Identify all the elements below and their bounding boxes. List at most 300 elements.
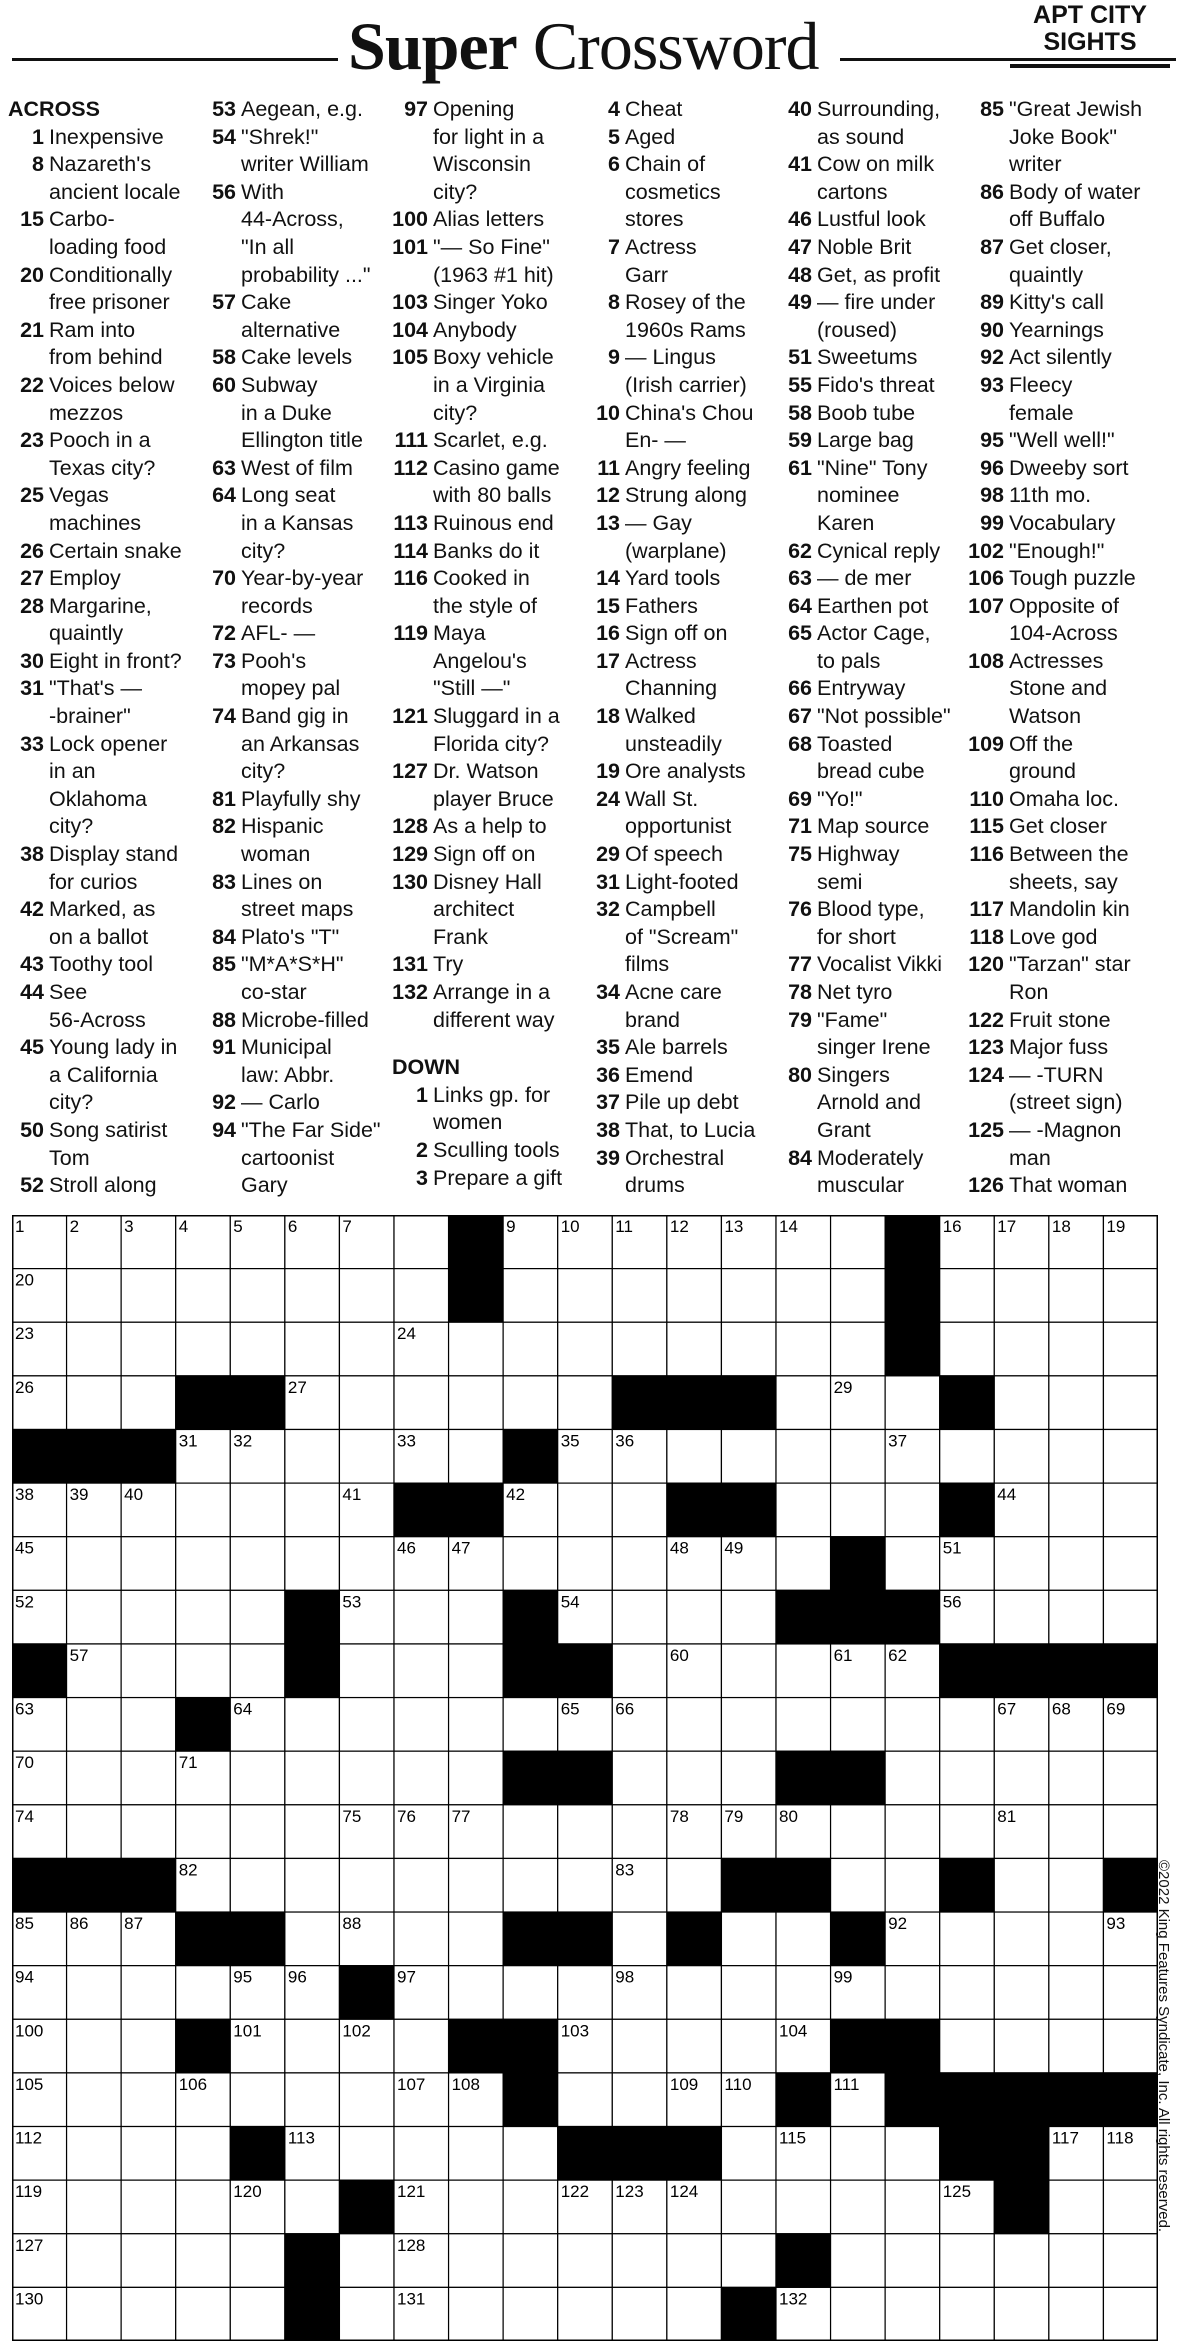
grid-cell[interactable]: [503, 1322, 558, 1376]
grid-cell[interactable]: [176, 1269, 231, 1323]
grid-cell[interactable]: [176, 1537, 231, 1591]
grid-cell[interactable]: [885, 1376, 940, 1430]
grid-cell[interactable]: [67, 1269, 122, 1323]
grid-cell[interactable]: [612, 1805, 667, 1859]
grid-cell[interactable]: [831, 2127, 886, 2181]
grid-cell[interactable]: [67, 1376, 122, 1430]
grid-cell[interactable]: [940, 1429, 995, 1483]
grid-cell[interactable]: [449, 1429, 504, 1483]
grid-cell[interactable]: [885, 1537, 940, 1591]
grid-cell[interactable]: [339, 2127, 394, 2181]
grid-cell[interactable]: [449, 1912, 504, 1966]
grid-cell[interactable]: [1103, 1376, 1158, 1430]
grid-cell[interactable]: [67, 1590, 122, 1644]
grid-block: [940, 1858, 995, 1912]
grid-cell[interactable]: [339, 1537, 394, 1591]
grid-cell[interactable]: [339, 1698, 394, 1752]
grid-cell[interactable]: [994, 1429, 1049, 1483]
grid-cell[interactable]: [721, 1429, 776, 1483]
grid-cell[interactable]: [558, 1805, 613, 1859]
grid-cell[interactable]: [1049, 2019, 1104, 2073]
grid-cell[interactable]: [558, 1322, 613, 1376]
grid-cell[interactable]: [776, 2180, 831, 2234]
grid-cell[interactable]: [885, 1751, 940, 1805]
grid-cell[interactable]: [285, 2019, 340, 2073]
grid-cell[interactable]: [176, 1966, 231, 2020]
grid-cell[interactable]: [1049, 2287, 1104, 2341]
grid-cell[interactable]: [667, 1751, 722, 1805]
grid-cell[interactable]: [885, 1966, 940, 2020]
clue-text: Moderately: [817, 1145, 924, 1170]
grid-cell[interactable]: [776, 1644, 831, 1698]
grid-cell[interactable]: [831, 1858, 886, 1912]
grid-cell[interactable]: [230, 1858, 285, 1912]
grid-cell[interactable]: [558, 1269, 613, 1323]
grid-cell[interactable]: [831, 1269, 886, 1323]
grid-cell[interactable]: [449, 2127, 504, 2181]
grid-cell[interactable]: [176, 2234, 231, 2288]
grid-cell[interactable]: [285, 1483, 340, 1537]
grid-cell[interactable]: [721, 1269, 776, 1323]
grid-cell[interactable]: [394, 1269, 449, 1323]
grid-cell[interactable]: [394, 2127, 449, 2181]
grid-cell[interactable]: [721, 2234, 776, 2288]
grid-cell[interactable]: [339, 1429, 394, 1483]
grid-cell[interactable]: [503, 2234, 558, 2288]
clue-number: 45: [20, 1035, 44, 1060]
grid-cell[interactable]: [121, 1751, 176, 1805]
grid-cell[interactable]: [67, 1966, 122, 2020]
clue-number: [968, 620, 1009, 648]
grid-cell[interactable]: [776, 1376, 831, 1430]
cell-number: 96: [287, 1967, 307, 1987]
grid-cell[interactable]: [285, 1429, 340, 1483]
grid-cell[interactable]: [230, 2234, 285, 2288]
grid-cell[interactable]: [285, 1698, 340, 1752]
grid-cell[interactable]: [449, 2287, 504, 2341]
clue-number: [200, 206, 241, 234]
grid-cell[interactable]: [176, 1644, 231, 1698]
grid-cell[interactable]: [449, 2234, 504, 2288]
clue-number: 126: [968, 1173, 1004, 1198]
grid-cell[interactable]: [558, 2287, 613, 2341]
grid-cell[interactable]: [230, 1537, 285, 1591]
grid-cell[interactable]: [885, 1805, 940, 1859]
clue-number: 26: [20, 538, 44, 563]
grid-cell[interactable]: [121, 1644, 176, 1698]
grid-cell[interactable]: [558, 1376, 613, 1430]
grid-cell[interactable]: [230, 1590, 285, 1644]
grid-cell[interactable]: [1049, 1590, 1104, 1644]
grid-cell[interactable]: [230, 1644, 285, 1698]
clue-70: [200, 565, 390, 593]
grid-cell[interactable]: [721, 2180, 776, 2234]
grid-cell[interactable]: [1049, 1376, 1104, 1430]
grid-cell[interactable]: [612, 2073, 667, 2127]
grid-cell[interactable]: [831, 1483, 886, 1537]
grid-block: [776, 1751, 831, 1805]
grid-cell[interactable]: [339, 1269, 394, 1323]
grid-cell[interactable]: [1103, 1483, 1158, 1537]
grid-cell[interactable]: [176, 2180, 231, 2234]
grid-cell[interactable]: [176, 2287, 231, 2341]
grid-cell[interactable]: [1049, 1537, 1104, 1591]
grid-cell[interactable]: [230, 2073, 285, 2127]
clue-continuation: [8, 869, 198, 897]
grid-cell[interactable]: [612, 1912, 667, 1966]
grid-cell[interactable]: [230, 1322, 285, 1376]
grid-cell[interactable]: [503, 1269, 558, 1323]
grid-cell[interactable]: [776, 1429, 831, 1483]
grid-cell[interactable]: [449, 1322, 504, 1376]
grid-cell[interactable]: [721, 1966, 776, 2020]
grid-cell[interactable]: [503, 1858, 558, 1912]
grid-cell[interactable]: [776, 1966, 831, 2020]
grid-cell[interactable]: [994, 1966, 1049, 2020]
grid-cell[interactable]: [612, 1322, 667, 1376]
grid-cell[interactable]: [831, 1215, 886, 1269]
grid-cell[interactable]: [503, 2127, 558, 2181]
grid-cell[interactable]: [994, 1322, 1049, 1376]
grid-cell[interactable]: [394, 1215, 449, 1269]
grid-cell[interactable]: [558, 1858, 613, 1912]
grid-cell[interactable]: [940, 1966, 995, 2020]
clue-continuation: [968, 124, 1158, 152]
grid-cell[interactable]: [449, 1590, 504, 1644]
clue-number: [8, 869, 49, 897]
clue-62: [776, 538, 966, 566]
cell-number: 71: [178, 1753, 198, 1773]
grid-cell[interactable]: [1049, 1751, 1104, 1805]
grid-cell[interactable]: [339, 1751, 394, 1805]
clue-number: [8, 703, 49, 731]
grid-cell[interactable]: [994, 1858, 1049, 1912]
grid-cell[interactable]: [667, 1590, 722, 1644]
crossword-grid[interactable]: [12, 1215, 1158, 2341]
clue-8: [8, 151, 198, 179]
grid-cell[interactable]: [885, 2127, 940, 2181]
grid-cell[interactable]: [285, 1322, 340, 1376]
grid-cell[interactable]: [394, 1698, 449, 1752]
grid-cell[interactable]: [285, 1751, 340, 1805]
grid-cell[interactable]: [940, 2234, 995, 2288]
grid-cell[interactable]: [230, 1483, 285, 1537]
grid-cell[interactable]: [67, 1537, 122, 1591]
grid-cell[interactable]: [667, 1858, 722, 1912]
grid-cell[interactable]: [776, 1537, 831, 1591]
grid-cell[interactable]: [667, 1269, 722, 1323]
grid-cell[interactable]: [176, 2127, 231, 2181]
grid-cell[interactable]: [176, 1483, 231, 1537]
grid-cell[interactable]: [667, 2019, 722, 2073]
grid-cell[interactable]: [394, 1644, 449, 1698]
grid-cell[interactable]: [285, 1537, 340, 1591]
grid-cell[interactable]: [121, 1269, 176, 1323]
grid-cell[interactable]: [994, 2287, 1049, 2341]
clue-continuation: [392, 593, 582, 621]
grid-cell[interactable]: [1103, 1966, 1158, 2020]
grid-cell[interactable]: [449, 1698, 504, 1752]
grid-cell[interactable]: [612, 1644, 667, 1698]
clue-number: [8, 1007, 49, 1035]
grid-cell[interactable]: [285, 1912, 340, 1966]
grid-cell[interactable]: [67, 2287, 122, 2341]
grid-cell[interactable]: [885, 2234, 940, 2288]
grid-cell[interactable]: [1049, 1858, 1104, 1912]
grid-cell[interactable]: [1103, 1269, 1158, 1323]
grid-cell[interactable]: [503, 1698, 558, 1752]
grid-cell[interactable]: [940, 1322, 995, 1376]
grid-cell[interactable]: [721, 2019, 776, 2073]
grid-cell[interactable]: [285, 1858, 340, 1912]
grid-cell[interactable]: [558, 1966, 613, 2020]
grid-cell[interactable]: [612, 2234, 667, 2288]
grid-cell[interactable]: [940, 1269, 995, 1323]
clue-number: [8, 344, 49, 372]
grid-cell[interactable]: [1049, 2234, 1104, 2288]
grid-cell[interactable]: [721, 1698, 776, 1752]
grid-cell[interactable]: [940, 1698, 995, 1752]
grid-cell[interactable]: [230, 1751, 285, 1805]
grid-cell[interactable]: [121, 1805, 176, 1859]
grid-cell[interactable]: [612, 1269, 667, 1323]
grid-cell[interactable]: [721, 1644, 776, 1698]
grid-cell[interactable]: [121, 1376, 176, 1430]
grid-cell[interactable]: [230, 2287, 285, 2341]
clue-number: [200, 1062, 241, 1090]
grid-cell[interactable]: [67, 2073, 122, 2127]
clue-column-3: [392, 96, 582, 1192]
grid-cell[interactable]: [449, 1376, 504, 1430]
grid-cell[interactable]: [394, 1858, 449, 1912]
clue-44: [8, 979, 198, 1007]
grid-cell[interactable]: [831, 2287, 886, 2341]
grid-cell[interactable]: [503, 1805, 558, 1859]
clue-text: "Well well!": [1009, 428, 1115, 453]
clue-continuation: [968, 620, 1158, 648]
grid-cell[interactable]: [885, 1698, 940, 1752]
grid-cell[interactable]: [339, 1376, 394, 1430]
grid-cell[interactable]: [394, 1376, 449, 1430]
grid-cell[interactable]: [667, 1322, 722, 1376]
grid-cell[interactable]: [449, 2180, 504, 2234]
clue-108: [968, 648, 1158, 676]
grid-cell[interactable]: [885, 2180, 940, 2234]
clue-35: [584, 1034, 774, 1062]
clue-number: 53: [212, 97, 236, 121]
grid-cell[interactable]: [121, 1966, 176, 2020]
grid-cell[interactable]: [67, 2234, 122, 2288]
grid-cell[interactable]: [1103, 2234, 1158, 2288]
clue-number: 102: [968, 538, 1004, 563]
grid-cell[interactable]: [67, 2019, 122, 2073]
grid-cell[interactable]: [121, 2127, 176, 2181]
grid-cell[interactable]: [339, 2287, 394, 2341]
clue-11: [584, 455, 774, 483]
grid-cell[interactable]: [1049, 1269, 1104, 1323]
clue-85: [968, 96, 1158, 124]
grid-cell[interactable]: [558, 1537, 613, 1591]
grid-cell[interactable]: [1049, 1322, 1104, 1376]
grid-cell[interactable]: [394, 1751, 449, 1805]
clue-text: Actresses: [1009, 648, 1104, 673]
grid-cell[interactable]: [612, 1751, 667, 1805]
grid-cell[interactable]: [176, 1590, 231, 1644]
grid-cell[interactable]: [831, 1698, 886, 1752]
grid-cell[interactable]: [339, 2073, 394, 2127]
grid-cell[interactable]: [285, 2180, 340, 2234]
grid-cell[interactable]: [121, 2234, 176, 2288]
grid-cell[interactable]: [994, 1376, 1049, 1430]
cell-number: 63: [15, 1699, 34, 1719]
grid-cell[interactable]: [339, 1858, 394, 1912]
grid-cell[interactable]: [449, 1966, 504, 2020]
grid-cell[interactable]: [994, 2019, 1049, 2073]
grid-cell[interactable]: [1049, 1966, 1104, 2020]
grid-cell[interactable]: [1103, 1751, 1158, 1805]
grid-cell[interactable]: [612, 1537, 667, 1591]
grid-cell[interactable]: [503, 1966, 558, 2020]
clue-continuation: [776, 1089, 966, 1117]
grid-cell[interactable]: [558, 2073, 613, 2127]
clue-text: Chain of: [625, 152, 706, 177]
grid-cell[interactable]: [339, 1322, 394, 1376]
grid-cell[interactable]: [339, 2234, 394, 2288]
grid-cell[interactable]: [1103, 1537, 1158, 1591]
grid-cell[interactable]: [121, 2287, 176, 2341]
grid-cell[interactable]: [667, 2234, 722, 2288]
grid-cell[interactable]: [612, 1590, 667, 1644]
grid-cell[interactable]: [230, 1805, 285, 1859]
grid-cell[interactable]: [1049, 1429, 1104, 1483]
grid-cell[interactable]: [503, 1537, 558, 1591]
grid-cell[interactable]: [940, 2019, 995, 2073]
grid-cell[interactable]: [503, 1376, 558, 1430]
grid-cell[interactable]: [940, 2287, 995, 2341]
grid-cell[interactable]: [121, 1698, 176, 1752]
grid-cell[interactable]: [667, 1966, 722, 2020]
grid-cell[interactable]: [394, 1590, 449, 1644]
grid-cell[interactable]: [449, 1751, 504, 1805]
grid-cell[interactable]: [1103, 1429, 1158, 1483]
grid-cell[interactable]: [1049, 1912, 1104, 1966]
grid-cell[interactable]: [612, 2287, 667, 2341]
grid-cell[interactable]: [558, 2234, 613, 2288]
grid-cell[interactable]: [831, 1322, 886, 1376]
grid-cell[interactable]: [67, 1322, 122, 1376]
clue-103: [392, 289, 582, 317]
grid-cell[interactable]: [940, 1912, 995, 1966]
grid-cell[interactable]: [776, 1322, 831, 1376]
grid-cell[interactable]: [121, 2180, 176, 2234]
grid-cell[interactable]: [121, 2073, 176, 2127]
grid-block: [176, 2019, 231, 2073]
grid-cell[interactable]: [940, 1805, 995, 1859]
grid-cell[interactable]: [67, 2127, 122, 2181]
grid-cell[interactable]: [831, 2180, 886, 2234]
grid-cell[interactable]: [994, 1269, 1049, 1323]
grid-cell[interactable]: [1103, 1805, 1158, 1859]
grid-cell[interactable]: [558, 1483, 613, 1537]
grid-cell[interactable]: [176, 1322, 231, 1376]
grid-cell[interactable]: [776, 1912, 831, 1966]
grid-cell[interactable]: [667, 1429, 722, 1483]
grid-cell[interactable]: [994, 1751, 1049, 1805]
grid-cell[interactable]: [339, 1644, 394, 1698]
grid-cell[interactable]: [612, 1483, 667, 1537]
grid-cell[interactable]: [121, 1537, 176, 1591]
grid-cell[interactable]: [776, 1483, 831, 1537]
clue-4: [584, 96, 774, 124]
clue-text: Cake: [241, 290, 292, 315]
grid-cell[interactable]: [394, 2019, 449, 2073]
grid-cell[interactable]: [885, 2287, 940, 2341]
grid-cell[interactable]: [721, 2127, 776, 2181]
grid-cell[interactable]: [721, 1751, 776, 1805]
grid-cell[interactable]: [831, 1805, 886, 1859]
grid-cell[interactable]: [1049, 1483, 1104, 1537]
section-heading-down: DOWN: [392, 1055, 461, 1080]
grid-cell[interactable]: [67, 1751, 122, 1805]
grid-cell[interactable]: [885, 1483, 940, 1537]
grid-cell[interactable]: [503, 2287, 558, 2341]
grid-cell[interactable]: [1103, 1322, 1158, 1376]
grid-cell[interactable]: [121, 1590, 176, 1644]
grid-cell[interactable]: [176, 1805, 231, 1859]
grid-cell[interactable]: [121, 2019, 176, 2073]
grid-cell[interactable]: [776, 1698, 831, 1752]
grid-cell[interactable]: [831, 1429, 886, 1483]
grid-cell[interactable]: [721, 1322, 776, 1376]
grid-cell[interactable]: [503, 2180, 558, 2234]
grid-cell[interactable]: [67, 1698, 122, 1752]
grid-cell[interactable]: [667, 1698, 722, 1752]
grid-cell[interactable]: [940, 1751, 995, 1805]
grid-cell[interactable]: [1103, 1590, 1158, 1644]
grid-cell[interactable]: [994, 2234, 1049, 2288]
grid-cell[interactable]: [67, 1805, 122, 1859]
grid-cell[interactable]: [285, 2073, 340, 2127]
grid-cell[interactable]: [776, 1269, 831, 1323]
clue-text: mopey pal: [241, 676, 341, 701]
grid-cell[interactable]: [721, 1912, 776, 1966]
grid-cell[interactable]: [994, 1912, 1049, 1966]
grid-cell[interactable]: [121, 1322, 176, 1376]
grid-cell[interactable]: [1103, 2019, 1158, 2073]
grid-cell[interactable]: [1049, 2180, 1104, 2234]
grid-cell[interactable]: [449, 1858, 504, 1912]
grid-cell[interactable]: [1103, 2287, 1158, 2341]
grid-cell[interactable]: [721, 1590, 776, 1644]
grid-cell[interactable]: [1103, 2180, 1158, 2234]
grid-cell[interactable]: [667, 2287, 722, 2341]
grid-cell[interactable]: [285, 1805, 340, 1859]
grid-cell[interactable]: [285, 1269, 340, 1323]
grid-cell[interactable]: [994, 1590, 1049, 1644]
grid-cell[interactable]: [449, 1644, 504, 1698]
grid-cell[interactable]: [994, 1537, 1049, 1591]
clue-12: [584, 482, 774, 510]
clue-continuation: [8, 1062, 198, 1090]
clue-45: [8, 1034, 198, 1062]
grid-cell[interactable]: [67, 2180, 122, 2234]
grid-cell[interactable]: [1049, 1805, 1104, 1859]
grid-cell[interactable]: [885, 1858, 940, 1912]
grid-cell[interactable]: [831, 2234, 886, 2288]
grid-cell[interactable]: [230, 1269, 285, 1323]
grid-cell[interactable]: [394, 1912, 449, 1966]
grid-cell[interactable]: [612, 2019, 667, 2073]
